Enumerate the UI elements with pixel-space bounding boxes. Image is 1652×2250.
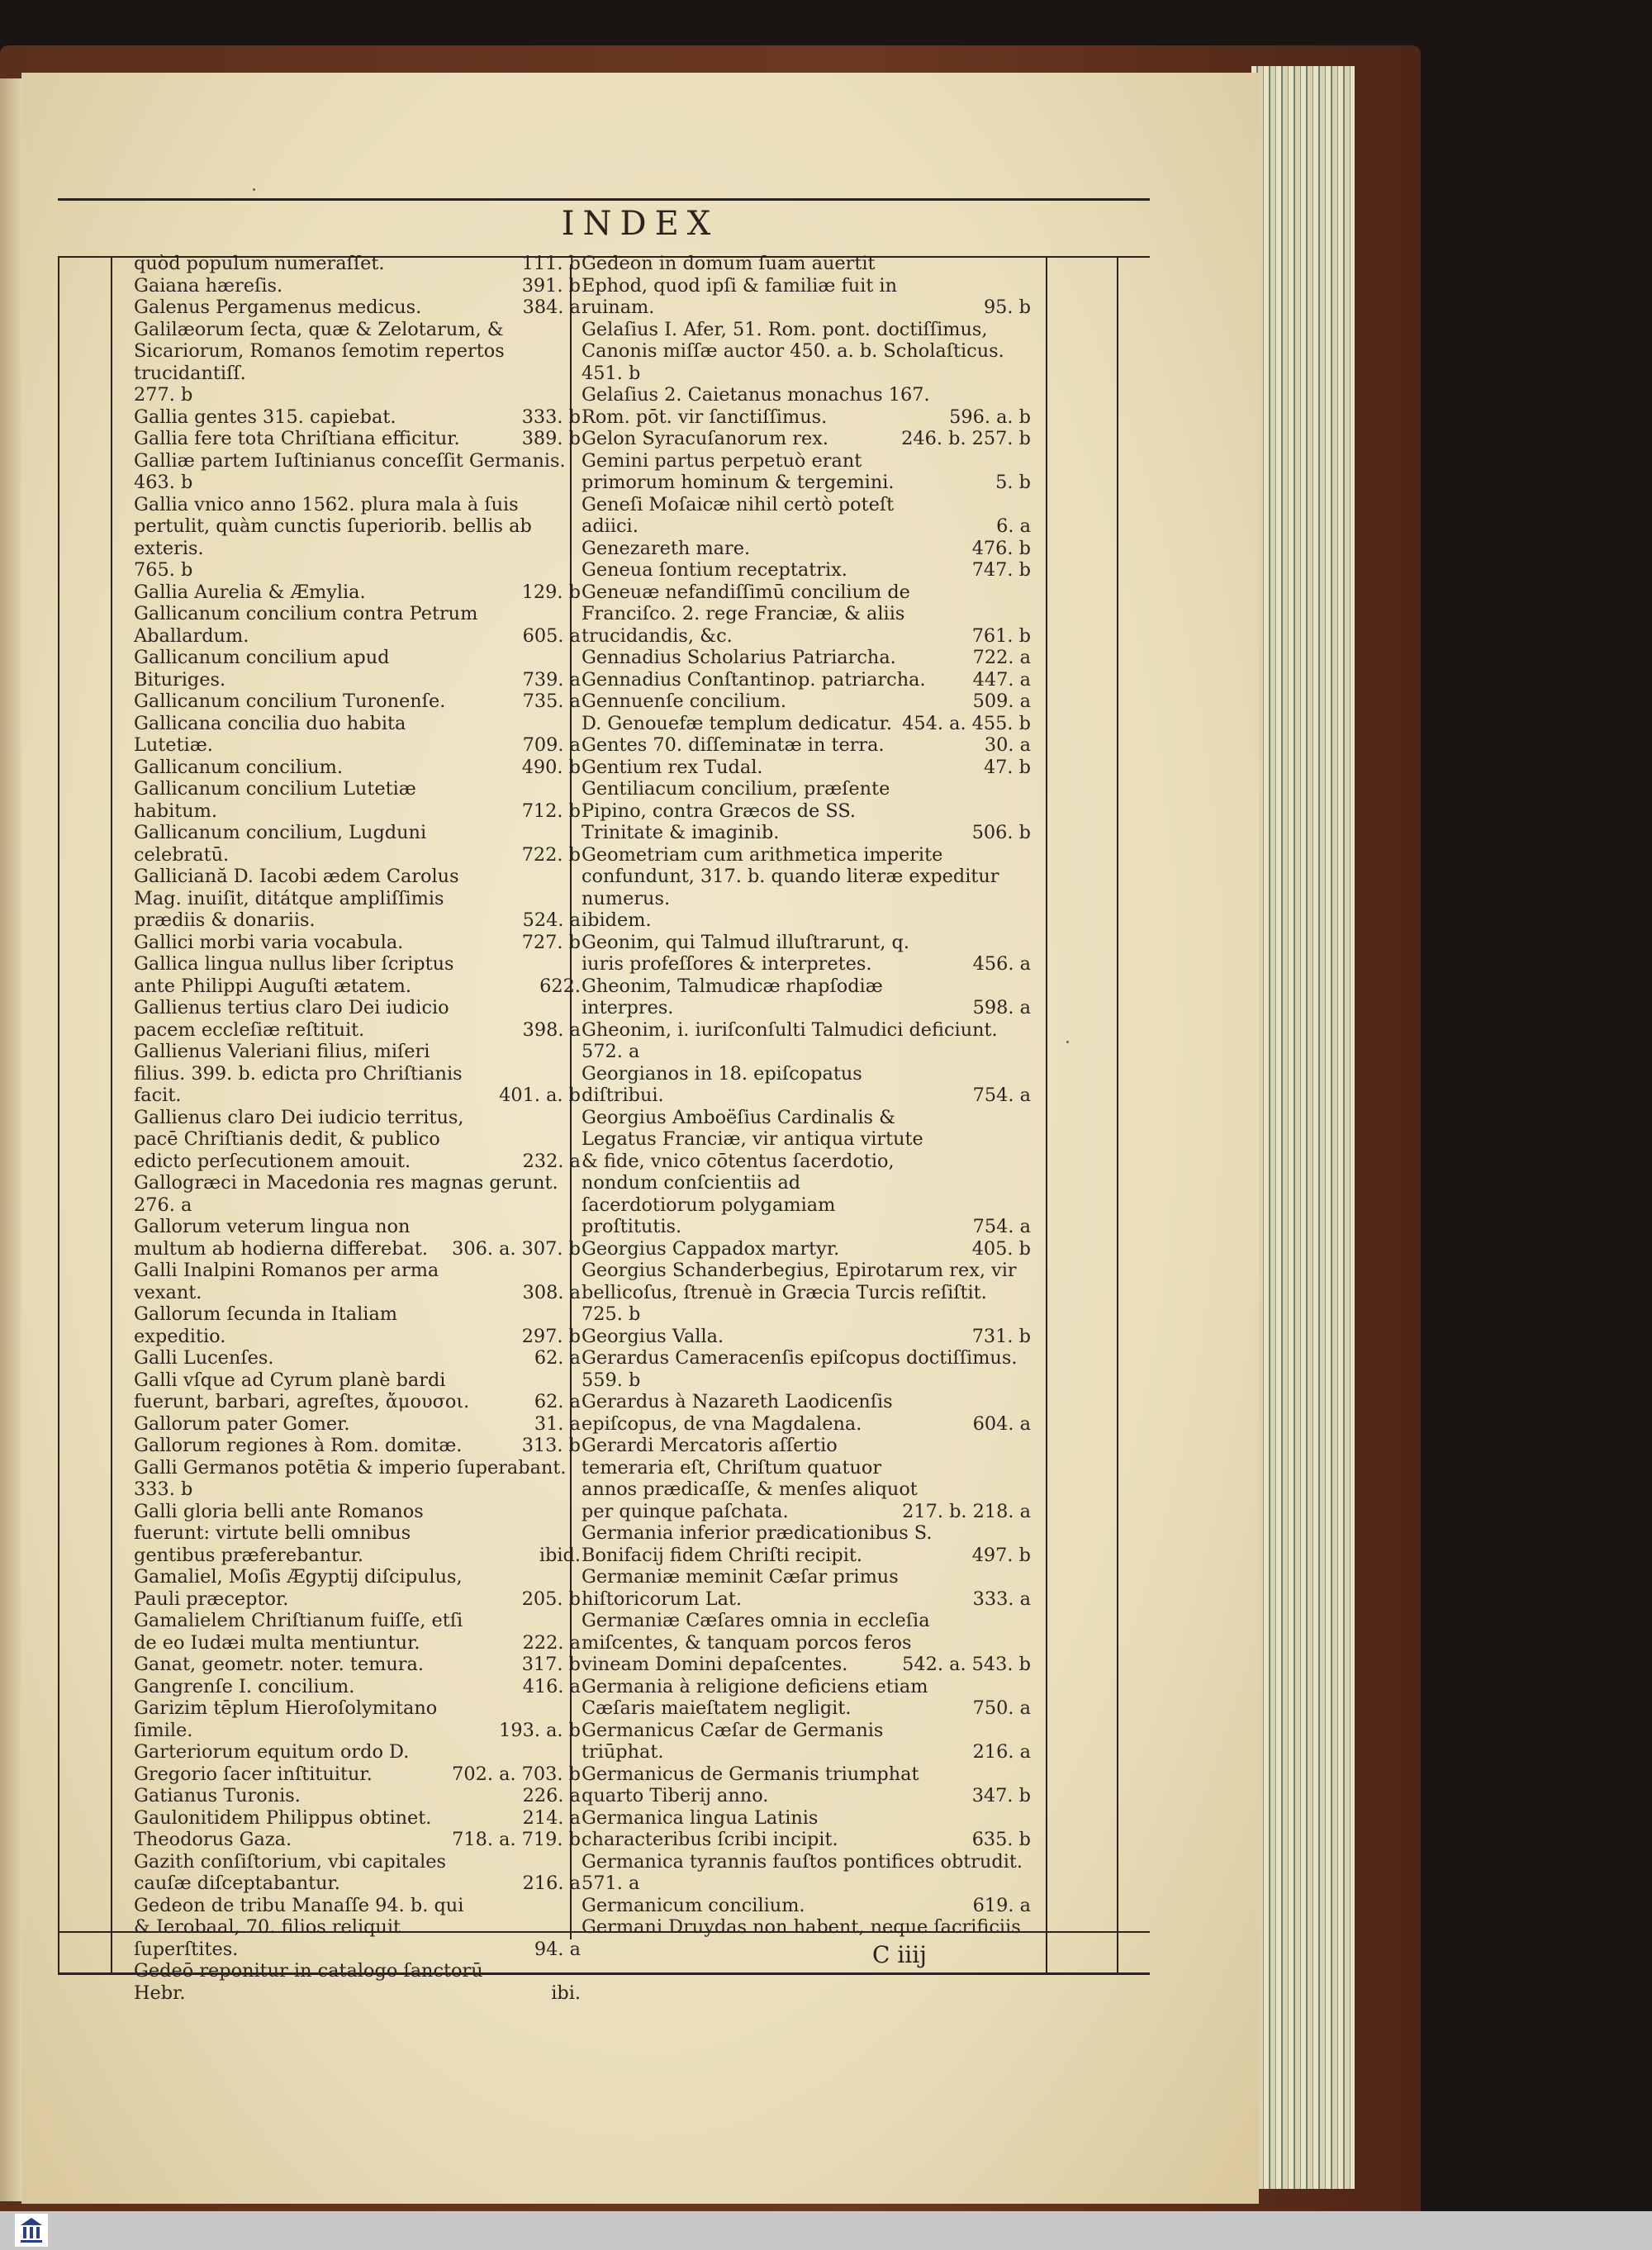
- index-entry: [134, 1654, 584, 1676]
- index-entry-text: Gennuenſe concilium.: [582, 691, 786, 712]
- index-entry-ref: 226. a: [522, 1785, 581, 1806]
- specks: [1066, 1041, 1069, 1043]
- index-entry-ref: 30. a: [984, 734, 1031, 756]
- index-entry-text: Germanicus Cæſar de Germanis triūphat.: [582, 1719, 884, 1763]
- index-entry-text: Gennadius Conſtantinop. patriarcha.: [582, 668, 926, 691]
- index-entry-text: Gaiana hæreſis.: [134, 274, 283, 297]
- index-entry-text: Gallica lingua nullus liber ſcriptus ante Philippi Auguſti ætatem.: [134, 953, 454, 997]
- index-entry-ref: 416. a: [522, 1675, 581, 1697]
- index-entry-text: Gerardus à Nazareth Laodicenſis epiſcopus, de vna Magdalena.: [582, 1391, 893, 1435]
- index-entry-text: Galli Germanos potētia & imperio ſuperabant.: [134, 1456, 567, 1479]
- index-entry-text: Georgius Valla.: [582, 1325, 724, 1347]
- index-entry: [134, 1194, 584, 1217]
- index-entry: [582, 1916, 1034, 1939]
- index-entry-text: Gallienus Valeriani filius, miſeri filius. 399. b. edicta pro Chriſtianis facit.: [134, 1041, 463, 1106]
- index-entry-text: 725. b: [582, 1303, 641, 1325]
- index-entry-ref: 524. a: [522, 909, 581, 931]
- index-entry-ref: 635. b: [971, 1829, 1031, 1850]
- index-entry-text: Gallogræci in Macedonia res magnas gerunt.: [134, 1172, 558, 1194]
- index-entry: [134, 997, 584, 1041]
- index-entry: [134, 1369, 584, 1413]
- index-entry-text: Geometriam cum arithmetica imperite confundunt, 317. b. quando literæ expeditur numerus.: [582, 843, 999, 909]
- library-logo-icon: [15, 2214, 48, 2247]
- index-entry: [582, 319, 1034, 363]
- index-entry-text: Germania à religione deficiens etiam Cæſaris maieſtatem negligit.: [582, 1675, 928, 1719]
- index-entry: [582, 932, 1034, 975]
- index-entry-ref: 232. a: [522, 1150, 581, 1172]
- index-entry: [134, 406, 584, 429]
- index-entry-ref: 497. b: [971, 1544, 1031, 1566]
- index-entry-text: Germania inferior prædicationibus S. Bonifacij fidem Chriſti recipit.: [582, 1522, 933, 1566]
- index-entry-ref: 702. a. 703. b: [452, 1763, 581, 1785]
- index-entry-ref: 619. a: [972, 1894, 1031, 1916]
- index-entry-ref: 598. a: [972, 997, 1031, 1018]
- index-entry-text: Georgius Cappadox martyr.: [582, 1237, 840, 1260]
- index-entry-ref: 739. a: [522, 668, 581, 691]
- index-entry-ref: 216. a: [972, 1741, 1031, 1763]
- index-entry-ref: 447. a: [972, 668, 1031, 691]
- index-entry-text: D. Genouefæ templum dedicatur.: [582, 712, 893, 734]
- index-entry-text: Gallorum pater Gomer.: [134, 1412, 350, 1435]
- index-entry: [582, 844, 1034, 910]
- index-entry-text: Gallia gentes 315. capiebat.: [134, 406, 396, 428]
- index-entry-ref: 306. a. 307. b: [452, 1237, 581, 1260]
- index-entry-text: Gentes 70. diſſeminatæ in terra.: [582, 734, 885, 756]
- index-entry: [582, 1610, 1034, 1676]
- index-entry-ref: 405. b: [971, 1237, 1031, 1260]
- index-entry-ref: 214. a: [522, 1806, 581, 1829]
- index-entry: [582, 1391, 1034, 1435]
- index-entry: [582, 1807, 1034, 1851]
- index-entry-text: Geneſi Moſaicæ nihil certò poteſt adiici.: [582, 493, 895, 537]
- index-entry-text: Georgius Amboëſius Cardinalis & Legatus Franciæ, vir antiqua virtute & fide, vnico cōtentus ſacerdotio, nondum conſcientiis ad ſacerdotiorum polygamiam proſtitutis.: [582, 1106, 923, 1237]
- index-entry-text: 571. a: [582, 1873, 640, 1894]
- index-entry-ref: 297. b: [521, 1325, 581, 1347]
- index-entry-text: Gatianus Turonis.: [134, 1785, 301, 1806]
- index-entry-ref: ibi.: [551, 1982, 581, 2004]
- index-entry: [582, 1676, 1034, 1720]
- index-entry-text: Theodorus Gaza.: [134, 1829, 292, 1850]
- index-entry: [582, 494, 1034, 538]
- book-page: [21, 73, 1259, 2204]
- index-entry-ref: 384. a: [522, 297, 581, 318]
- index-entry-ref: 47. b: [983, 756, 1031, 778]
- index-entry: [582, 669, 1034, 691]
- index-entry: [134, 428, 584, 450]
- index-entry-ref: 317. b: [521, 1654, 581, 1675]
- index-entry-text: Gallorum regiones à Rom. domitæ.: [134, 1435, 463, 1456]
- index-entry-text: Gaulonitidem Philippus obtinet.: [134, 1806, 432, 1829]
- index-entry-ref: 490. b: [521, 756, 581, 778]
- index-entry-ref: 313. b: [521, 1435, 581, 1456]
- index-entry-text: Galli Lucenſes.: [134, 1347, 274, 1369]
- index-entry-text: quòd populum numeraſſet.: [134, 253, 385, 274]
- index-entry: [582, 1063, 1034, 1107]
- index-entry: [134, 1960, 584, 2004]
- specks: [253, 188, 255, 191]
- index-entry-text: Gelaſius 2. Caietanus monachus 167. Rom. pōt. vir ſanctiſſimus.: [582, 384, 930, 428]
- index-entry: [134, 494, 584, 560]
- index-entry-ref: 509. a: [972, 691, 1031, 712]
- index-entry: [582, 975, 1034, 1019]
- index-entry-text: Gallicanum concilium Lutetiæ habitum.: [134, 778, 416, 822]
- index-entry: [582, 1041, 1034, 1063]
- index-entry-text: Ganat, geometr. noter. temura.: [134, 1654, 424, 1675]
- index-entry-text: Gallicana concilia duo habita Lutetiæ.: [134, 712, 406, 756]
- index-entry-ref: 456. a: [972, 953, 1031, 975]
- index-entry-ref: ibid.: [539, 1544, 581, 1566]
- index-entry: [134, 1807, 584, 1830]
- index-entry-text: Garteriorum equitum ordo D. Gregorio ſacer inſtituitur.: [134, 1741, 410, 1785]
- index-entry-text: Gallicanum concilium apud Bituriges.: [134, 647, 390, 691]
- index-column-left: [134, 253, 584, 2004]
- index-entry-ref: 735. a: [522, 691, 581, 712]
- index-entry: [134, 319, 584, 385]
- index-entry-ref: 750. a: [972, 1697, 1031, 1719]
- index-entry: [134, 1697, 584, 1741]
- index-entry-ref: 62. a: [534, 1391, 581, 1412]
- index-entry: [134, 581, 584, 604]
- index-entry-ref: 622.: [539, 975, 581, 997]
- index-entry-ref: 333. a: [972, 1588, 1031, 1610]
- index-entry-ref: 193. a. b: [499, 1719, 581, 1741]
- index-entry: [134, 1172, 584, 1194]
- index-entry-ref: 718. a. 719. b: [452, 1829, 581, 1850]
- index-entry-ref: 747. b: [971, 559, 1031, 581]
- index-entry: [582, 253, 1034, 319]
- index-entry-ref: 6. a: [996, 515, 1031, 537]
- top-rule: [58, 198, 1150, 201]
- index-entry-text: Germanica lingua Latinis characteribus ſcribi incipit.: [582, 1806, 838, 1850]
- index-entry-text: Galilæorum ſecta, quæ & Zelotarum, & Sicariorum, Romanos ſemotim repertos trucidantiſſ.: [134, 318, 505, 384]
- index-entry-text: Geneuæ nefandiſſimū concilium de Franciſco. 2. rege Franciæ, & aliis trucidandis, &c.: [582, 581, 910, 647]
- index-entry-text: Gazith conſiſtorium, vbi capitales cauſæ diſceptabantur.: [134, 1850, 447, 1894]
- index-entry: [134, 778, 584, 822]
- index-entry-text: Gallicanum concilium contra Petrum Aballardum.: [134, 603, 478, 647]
- index-entry: [134, 1566, 584, 1610]
- index-entry: [134, 757, 584, 779]
- index-entry: [134, 1610, 584, 1654]
- index-entry: [582, 1435, 1034, 1522]
- index-entry: [582, 691, 1034, 713]
- index-entry: [134, 1107, 584, 1173]
- index-entry-text: 765. b: [134, 559, 193, 581]
- index-entry-text: Galli vſque ad Cyrum planè bardi fuerunt, barbari, agreſtes, ἄμουσοι.: [134, 1369, 470, 1412]
- index-entry-ref: 62. a: [534, 1347, 581, 1369]
- index-entry-ref: 754. a: [972, 1216, 1031, 1237]
- index-entry-text: Georgianos in 18. epiſcopatus diſtribui.: [582, 1062, 862, 1106]
- index-entry-text: Gangrenſe I. concilium.: [134, 1675, 355, 1697]
- index-entry-text: Galliæ partem Iuſtinianus conceſſit Germanis.: [134, 449, 566, 472]
- index-entry-ref: 754. a: [972, 1085, 1031, 1106]
- index-entry-text: 559. b: [582, 1369, 641, 1391]
- index-entry: [582, 1720, 1034, 1763]
- index-entry-text: Gallia Aurelia & Æmylia.: [134, 581, 366, 603]
- index-entry: [582, 757, 1034, 779]
- index-entry-ref: 596. a. b: [949, 406, 1031, 428]
- index-entry-text: Gallici morbi varia vocabula.: [134, 931, 404, 953]
- index-entry-text: Georgius Schanderbegius, Epirotarum rex, vir bellicoſus, ſtrenuè in Græcia Turcis reſiſtit.: [582, 1260, 1017, 1303]
- index-entry-text: Geneua ſontium receptatrix.: [582, 559, 847, 581]
- index-entry-text: Garizim tēplum Hieroſolymitano ſimile.: [134, 1697, 438, 1741]
- index-entry-ref: 761. b: [971, 624, 1031, 647]
- index-entry: [134, 1895, 584, 1961]
- index-entry-text: 463. b: [134, 472, 193, 493]
- index-entry-text: Gentiliacum concilium, præſente Pipino, contra Græcos de SS. Trinitate & imaginib.: [582, 778, 890, 843]
- index-entry-text: Gelaſius I. Afer, 51. Rom. pont. doctiſſimus, Canonis miſſæ auctor 450. a. b. Scholaſticus.: [582, 318, 1004, 362]
- index-entry-text: 451. b: [582, 362, 641, 384]
- index-entry: [134, 1457, 584, 1479]
- index-entry: [582, 1566, 1034, 1610]
- index-entry: [582, 1303, 1034, 1326]
- index-entry-ref: 246. b. 257. b: [901, 428, 1031, 449]
- index-entry-ref: 604. a: [972, 1412, 1031, 1435]
- index-entry: [134, 647, 584, 691]
- index-entry-text: Gentium rex Tudal.: [582, 756, 763, 778]
- index-entry-text: Gallicanum concilium, Lugduni celebratū.: [134, 822, 427, 866]
- index-entry-text: Gerardi Mercatoris aſſertio temeraria eſt, Chriſtum quatuor annos prædicaſſe, & menſes aliquot per quinque paſchata.: [582, 1435, 918, 1522]
- index-entry: [134, 253, 584, 275]
- index-entry-text: Germanicus de Germanis triumphat quarto Tiberij anno.: [582, 1763, 919, 1806]
- index-entry-ref: 217. b. 218. a: [902, 1500, 1031, 1522]
- index-entry: [134, 953, 584, 997]
- index-entry-text: Galenus Pergamenus medicus.: [134, 297, 422, 318]
- right-outer-rule: [1117, 256, 1118, 1974]
- index-entry-text: Gheonim, i. iuriſconſulti Talmudici deficiunt.: [582, 1018, 998, 1041]
- index-entry-text: Galliciană D. Iacobi ædem Carolus Mag. inuiſit, ditátque ampliſſimis prædiis & donariis.: [134, 866, 459, 931]
- index-entry-ref: 727. b: [521, 931, 581, 953]
- index-entry: [134, 866, 584, 932]
- index-entry: [582, 647, 1034, 669]
- index-entry: [134, 713, 584, 757]
- index-entry-ref: 712. b: [521, 800, 581, 822]
- index-entry-text: Gallorum veterum lingua non multum ab hodierna differebat.: [134, 1216, 429, 1260]
- index-entry: [582, 734, 1034, 757]
- index-entry: [134, 1501, 584, 1567]
- index-entry-text: Germani Druydas non habent, neque ſacrificiis: [582, 1916, 1021, 1938]
- index-entry-text: Genezareth mare.: [582, 537, 751, 559]
- index-entry: [582, 1107, 1034, 1238]
- index-entry: [582, 713, 1034, 735]
- index-entry-ref: 391. b: [521, 274, 581, 297]
- index-entry: [134, 691, 584, 713]
- index-entry-text: 572. a: [582, 1041, 640, 1062]
- index-entry-text: 333. b: [134, 1479, 193, 1500]
- index-entry: [134, 1851, 584, 1895]
- index-entry: [134, 1829, 584, 1851]
- index-entry: [582, 1019, 1034, 1042]
- right-inner-rule: [1046, 256, 1047, 1974]
- index-entry: [582, 1369, 1034, 1392]
- index-entry: [582, 778, 1034, 844]
- index-entry: [134, 822, 584, 866]
- index-entry-text: Gerardus Cameracenſis epiſcopus doctiſſimus.: [582, 1347, 1018, 1369]
- index-entry: [582, 1260, 1034, 1303]
- index-entry-text: Gallia vnico anno 1562. plura mala à ſuis pertulit, quàm cunctis ſuperiorib. bellis ab exteris.: [134, 493, 532, 559]
- index-entry-text: Germanica tyrannis fauſtos pontifices obtrudit.: [582, 1850, 1023, 1873]
- index-entry-text: Gallorum ſecunda in Italiam expeditio.: [134, 1303, 398, 1347]
- index-entry: [134, 1216, 584, 1260]
- index-entry-text: Gemini partus perpetuò erant primorum hominum & tergemini.: [582, 449, 895, 493]
- index-entry-ref: 31. a: [534, 1412, 581, 1435]
- index-entry: [582, 1895, 1034, 1917]
- index-entry-text: Gallienus claro Dei iudicio territus, pacē Chriſtianis dedit, & publico edicto perſecutionem amouit.: [134, 1106, 464, 1172]
- index-entry-ref: 347. b: [971, 1785, 1031, 1806]
- index-entry: [582, 1326, 1034, 1348]
- index-entry-ref: 222. a: [522, 1631, 581, 1654]
- index-entry-text: Gedeon in domum ſuam auertit Ephod, quod ipſi & familiæ fuit in ruinam.: [582, 253, 898, 318]
- index-entry: [134, 1260, 584, 1303]
- index-entry-ref: 731. b: [971, 1325, 1031, 1347]
- index-entry-text: Germaniæ Cæſares omnia in eccleſia miſcentes, & tanquam porcos feros vineam Domini depaſcentes.: [582, 1610, 930, 1675]
- index-entry: [134, 932, 584, 954]
- index-entry-text: Gamalielem Chriſtianum fuiſſe, etſi de eo Iudæi multa mentiuntur.: [134, 1610, 463, 1654]
- index-entry: [582, 1238, 1034, 1260]
- index-column-right: [582, 253, 1034, 1939]
- left-inner-rule: [111, 256, 112, 1974]
- index-entry: [134, 472, 584, 494]
- index-entry-ref: 542. a. 543. b: [902, 1654, 1031, 1675]
- index-entry-text: Gennadius Scholarius Patriarcha.: [582, 647, 896, 668]
- index-entry-text: Geonim, qui Talmud illuſtrarunt, q. iuris profeſſores & interpretes.: [582, 931, 909, 975]
- index-entry: [134, 1347, 584, 1369]
- index-entry: [134, 1741, 584, 1785]
- index-entry-ref: 205. b: [521, 1588, 581, 1610]
- index-entry-text: 277. b: [134, 384, 193, 406]
- index-entry-ref: 401. a. b: [499, 1085, 581, 1106]
- index-entry: [134, 1435, 584, 1457]
- index-entry: [134, 1676, 584, 1698]
- index-entry-text: 276. a: [134, 1194, 192, 1216]
- viewer-footer-bar: [0, 2211, 1652, 2250]
- index-entry: [134, 559, 584, 581]
- index-entry-text: Germaniæ meminit Cæſar primus hiſtoricorum Lat.: [582, 1566, 899, 1610]
- index-entry-text: Gedeon de tribu Manaſſe 94. b. qui & Ierobaal, 70. filios reliquit ſuperſtites.: [134, 1894, 464, 1960]
- facing-page-edge: [0, 78, 23, 2201]
- index-entry-text: Gallia fere tota Chriſtiana efficitur.: [134, 428, 460, 449]
- index-entry-text: Gheonim, Talmudicæ rhapſodiæ interpres.: [582, 975, 883, 1018]
- index-entry-ref: 454. a. 455. b: [902, 712, 1031, 734]
- index-entry-ref: 506. b: [971, 822, 1031, 843]
- index-entry: [134, 1479, 584, 1501]
- index-entry: [134, 603, 584, 647]
- index-entry: [134, 1041, 584, 1107]
- index-entry: [582, 1522, 1034, 1566]
- index-entry-ref: 709. a: [522, 734, 581, 756]
- index-entry-ref: 216. a: [522, 1873, 581, 1894]
- index-entry: [582, 450, 1034, 494]
- index-entry-ref: 308. a: [522, 1281, 581, 1303]
- index-entry-ref: 129. b: [521, 581, 581, 603]
- index-entry: [582, 1763, 1034, 1807]
- index-entry-text: ibidem.: [582, 909, 652, 931]
- index-entry-ref: 722. a: [972, 647, 1031, 668]
- index-entry: [134, 297, 584, 319]
- index-entry-ref: 398. a: [522, 1018, 581, 1041]
- index-entry-text: Gelon Syracuſanorum rex.: [582, 428, 829, 449]
- index-entry-text: Gallicanum concilium.: [134, 756, 344, 778]
- index-entry-text: Gedeō reponitur in catalogo ſanctorū Hebr.: [134, 1960, 483, 2004]
- index-entry-ref: 95. b: [983, 297, 1031, 318]
- index-entry: [582, 1873, 1034, 1895]
- index-entry-ref: 722. b: [521, 843, 581, 866]
- index-entry: [134, 1785, 584, 1807]
- index-entry-ref: 476. b: [971, 537, 1031, 559]
- index-entry: [582, 428, 1034, 450]
- index-entry-ref: 605. a: [522, 624, 581, 647]
- index-entry: [582, 909, 1034, 932]
- index-entry: [582, 1347, 1034, 1369]
- index-entry-ref: 5. b: [995, 472, 1031, 493]
- index-entry: [134, 275, 584, 297]
- index-entry-text: Gallicanum concilium Turonenſe.: [134, 691, 446, 712]
- index-entry: [582, 363, 1034, 385]
- index-entry: [582, 538, 1034, 560]
- index-entry: [582, 384, 1034, 428]
- index-entry: [582, 559, 1034, 581]
- index-entry: [134, 384, 584, 406]
- index-entry-ref: 389. b: [521, 428, 581, 449]
- index-entry: [134, 1413, 584, 1436]
- signature-mark: C iiij: [872, 1941, 927, 1968]
- index-entry-ref: 333. b: [521, 406, 581, 428]
- index-entry-text: Galli gloria belli ante Romanos fuerunt: virtute belli omnibus gentibus præferebantur.: [134, 1500, 424, 1566]
- index-entry: [582, 1851, 1034, 1873]
- index-entry-text: Gamaliel, Moſis Ægyptij diſcipulus, Pauli præceptor.: [134, 1566, 463, 1610]
- page-edges: [1251, 66, 1355, 2189]
- left-outer-rule: [58, 256, 59, 1974]
- index-entry-text: Germanicum concilium.: [582, 1894, 805, 1916]
- page-title: INDEX: [561, 205, 719, 243]
- index-entry: [134, 1303, 584, 1347]
- index-entry-ref: 94. a: [534, 1938, 581, 1960]
- index-entry-ref: 111. b: [521, 253, 581, 274]
- index-entry-text: Gallienus tertius claro Dei iudicio pacem eccleſiæ reſtituit.: [134, 997, 449, 1041]
- index-entry: [582, 581, 1034, 648]
- index-entry-text: Galli Inalpini Romanos per arma vexant.: [134, 1260, 439, 1303]
- index-entry: [134, 450, 584, 472]
